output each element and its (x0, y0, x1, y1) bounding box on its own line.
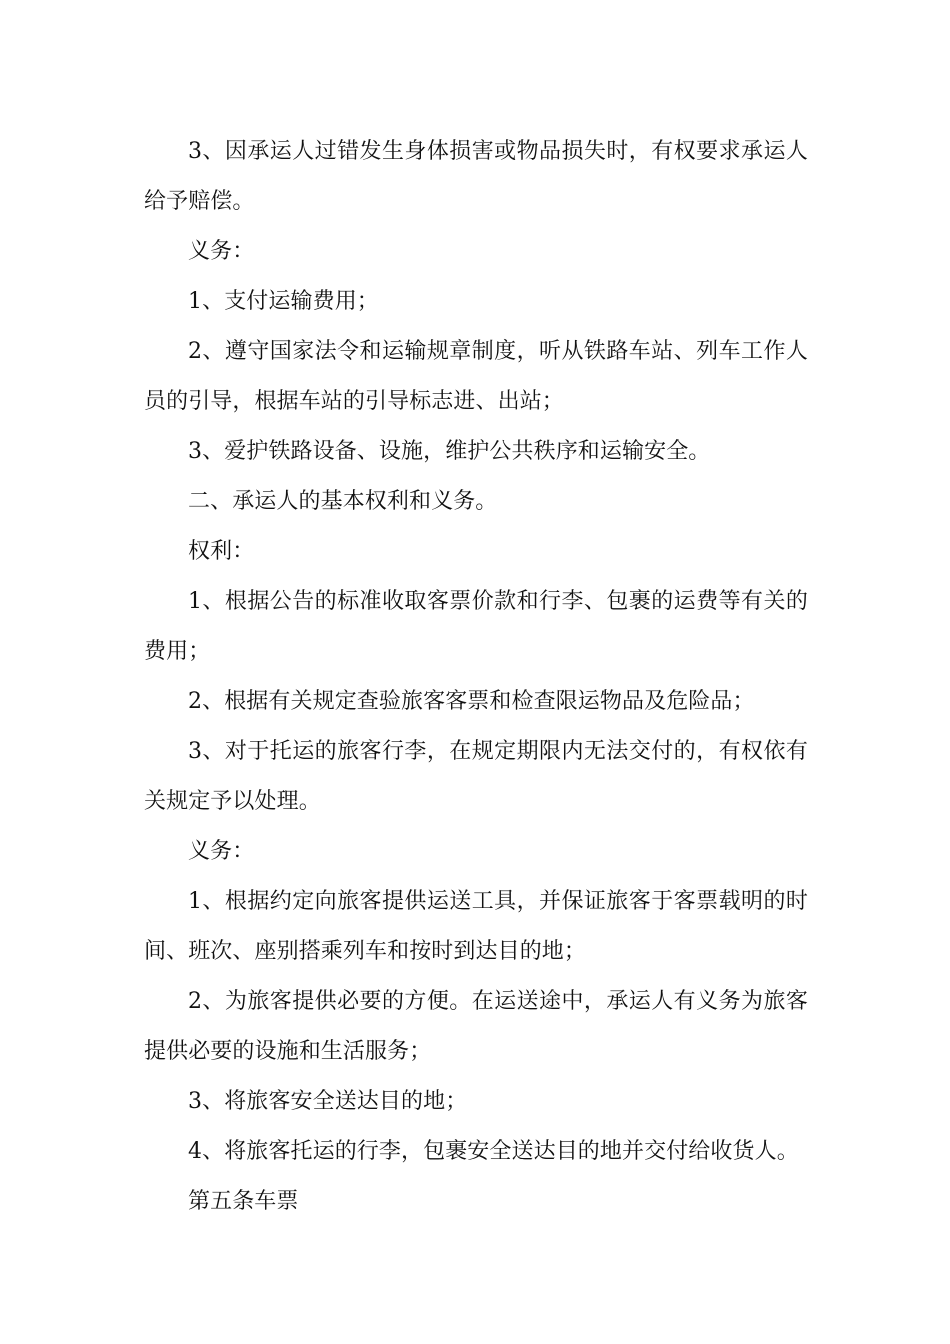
paragraph-safe-delivery: 3、将旅客安全送达目的地； (188, 1089, 468, 1114)
paragraph-carrier-obligations-heading: 义务： (188, 839, 255, 864)
paragraph-collect-fares: 1、根据公告的标准收取客票价款和行李、包裹的运费等有关的费用； (144, 589, 808, 664)
paragraph-obey-rules: 2、遵守国家法令和运输规章制度，听从铁路车站、列车工作人员的引导，根据车站的引导标志进、出站； (144, 339, 808, 414)
paragraph-protect-equipment: 3、爱护铁路设备、设施，维护公共秩序和运输安全。 (188, 439, 711, 464)
paragraph-undeliverable-luggage: 3、对于托运的旅客行李，在规定期限内无法交付的，有权依有关规定予以处理。 (144, 739, 808, 814)
paragraph-carrier-rights-heading: 二、承运人的基本权利和义务。 (188, 489, 498, 514)
paragraph-provide-transport: 1、根据约定向旅客提供运送工具，并保证旅客于客票载明的时间、班次、座别搭乘列车和按时到达目的地； (144, 889, 808, 964)
paragraph-provide-convenience: 2、为旅客提供必要的方便。在运送途中，承运人有义务为旅客提供必要的设施和生活服务； (144, 989, 808, 1064)
paragraph-deliver-luggage: 4、将旅客托运的行李，包裹安全送达目的地并交付给收货人。 (188, 1139, 799, 1164)
paragraph-article-five-heading: 第五条车票 (188, 1189, 299, 1214)
document-body (144, 127, 808, 1227)
paragraph-pay-fees: 1、支付运输费用； (188, 289, 379, 314)
paragraph-rights-heading: 权利： (188, 539, 255, 564)
paragraph-passenger-obligations-heading: 义务： (188, 239, 255, 264)
paragraph-carrier-fault-compensation: 3、因承运人过错发生身体损害或物品损失时，有权要求承运人给予赔偿。 (144, 139, 808, 214)
paragraph-inspect-tickets: 2、根据有关规定查验旅客客票和检查限运物品及危险品； (188, 689, 755, 714)
